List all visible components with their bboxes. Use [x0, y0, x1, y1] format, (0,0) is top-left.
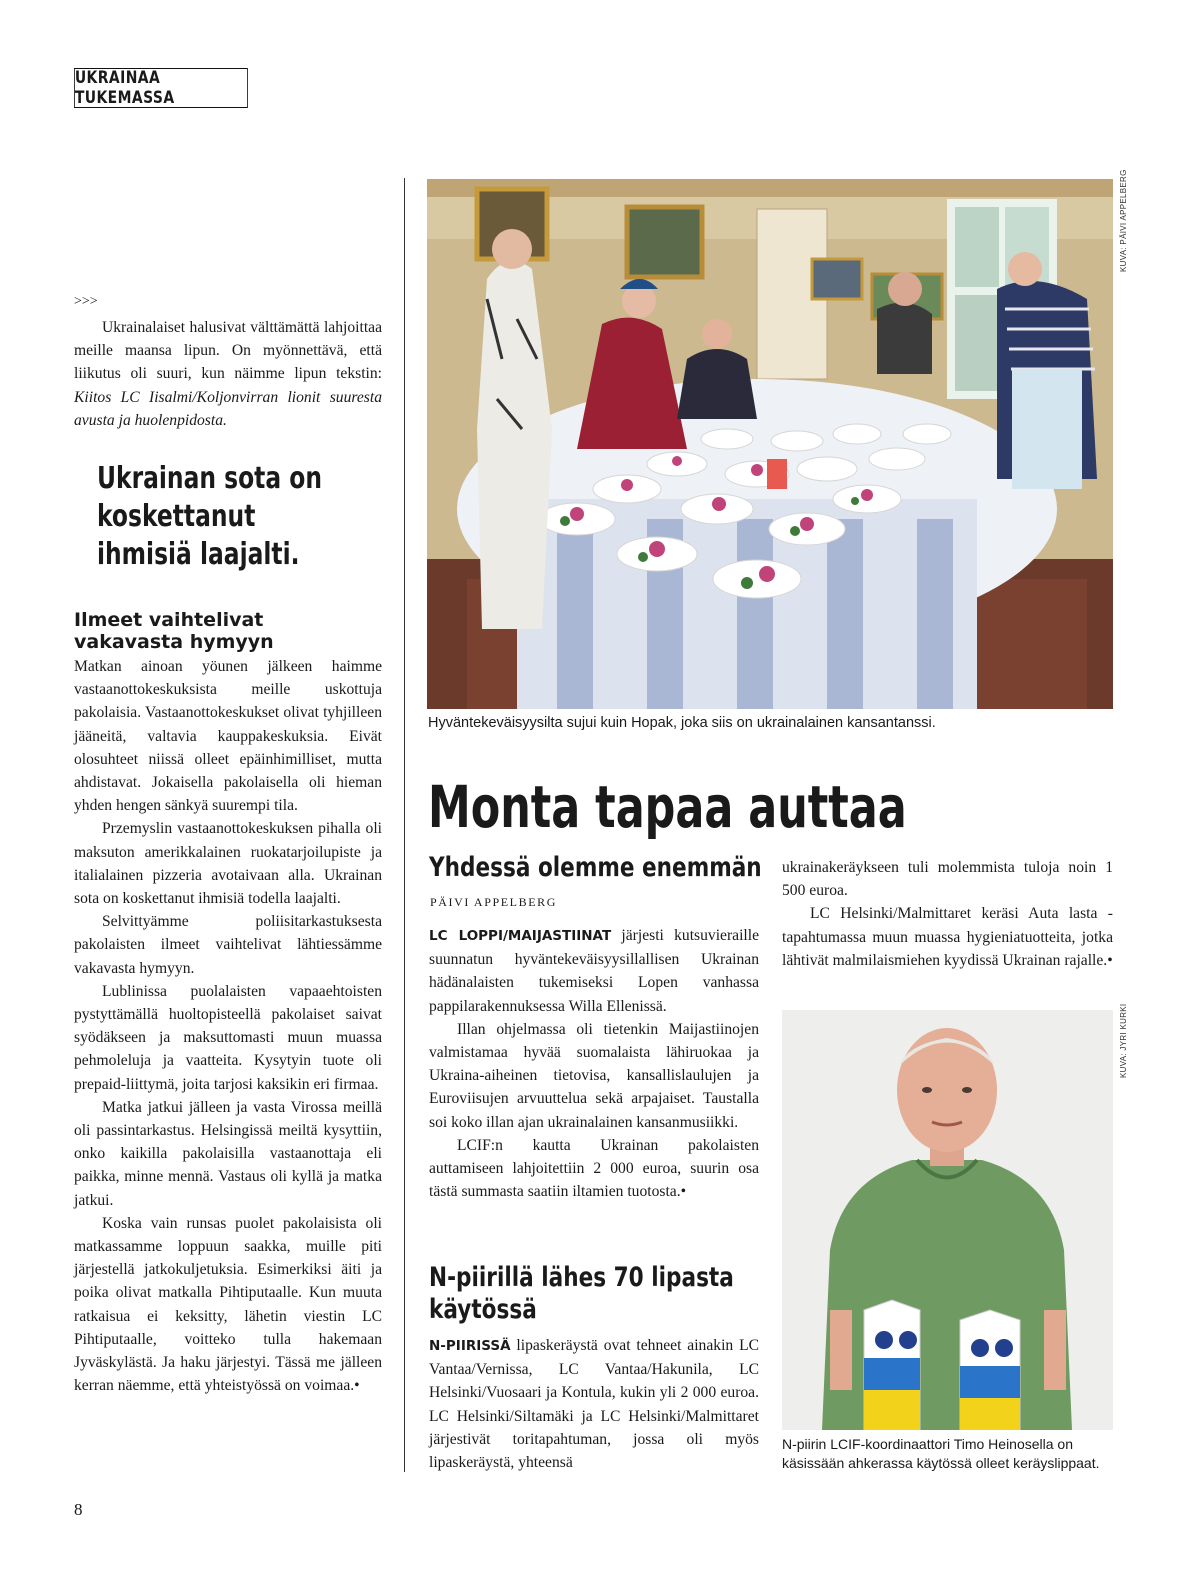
story1-lead: LC LOPPI/MAIJASTIINAT: [429, 928, 612, 944]
collection-box-right-icon: [960, 1310, 1020, 1430]
section-tag: UKRAINAA TUKEMASSA: [74, 68, 248, 108]
story2-paragraph: ukrainakeräykseen tuli molemmista tuloja noin 1 500 euroa.: [782, 859, 1113, 900]
story1-title: Yhdessä olemme enemmän: [429, 852, 762, 883]
story1-paragraph: Illan ohjelmassa oli tietenkin Maijastiinojen valmistamaa hyvää suomalaista lähiruokaa ja Ukraina-aiheinen tietovisa, kansallislaulujen ja Euroviisujen arvuuttelua sekä arpajaiset. Taustalla soi koko illan ajan ukrainalainen kansanmusiikki.: [429, 1020, 759, 1131]
top-photo-caption: Hyväntekeväisyysilta sujui kuin Hopak, joka siis on ukrainalainen kansantanssi.: [428, 715, 936, 731]
left-paragraph: Przemyslin vastaanottokeskuksen pihalla oli maksuton amerikkalainen ruokatarjoilupiste ja italialainen pizzeria avotaivaan alla. Ukrainan sota on koskettanut ihmisiä todella laajalti.: [74, 820, 382, 908]
left-paragraph: Lublinissa puolalaisten vapaaehtoisten pystyttämällä huoltopisteellä pakolaiset saivat syödäkseen ja maksuttomasti muun muassa pehmoleluja ja vaatteita. Kysytyin tuote oli prepaid-liittymä, joita tarjosi kaksikin eri firmaa.: [74, 982, 382, 1093]
left-body: [74, 655, 382, 1398]
story2-title: N-piirillä lähes 70 lipasta käytössä: [429, 1262, 734, 1325]
page-number: 8: [74, 1500, 83, 1519]
story1-byline: PÄIVI APPELBERG: [430, 895, 558, 909]
left-paragraph: Koska vain runsas puolet pakolaisista oli matkassamme loppuun saakka, muille piti järjestellä jatkokuljetuksia. Esimerkiksi äiti ja poika olivat matkalla Pihtiputaalle. Kun muuta ratkaisua ei keksitty, lähetin viestin LC Pihtiputaalle, voitteko tulla hakemaan Jyväskylästä. Ja haku järjestyi. Tässä me jälleen kerran näemme, että yhteistyössä on voimaa.•: [74, 1214, 382, 1395]
portrait-caption: N-piirin LCIF-koordinaattori Timo Heinosella on käsissään ahkerassa käytössä olleet keräyslippaat.: [782, 1436, 1100, 1471]
story1-body: [429, 924, 759, 1203]
portrait-photo: [782, 1010, 1113, 1430]
story2-paragraph: LC Helsinki/Malmittaret keräsi Auta lasta -tapahtumassa muun muassa hygieniatuotteita, jotka lähtivät malmilaismiehen kyydissä Ukrainan rajalle.•: [782, 905, 1113, 969]
portrait-illustration: [782, 1010, 1113, 1430]
continued-marker: >>>: [74, 294, 98, 309]
column-divider: [404, 178, 405, 1472]
intro-text: Ukrainalaiset halusivat välttämättä lahjoittaa meille maansa lipun. On myönnettävä, että liikutus oli suuri, kun näimme lipun tekstin:: [74, 319, 382, 383]
story2-lead: N-PIIRISSÄ: [429, 1338, 511, 1354]
story1-paragraph: järjesti kutsuvieraille suunnatun hyväntekeväisyysillallisen Ukrainan hädänalaisten tukemiseksi Lopen vanhassa pappilarakennuksessa Willa Ellenissä.: [429, 927, 759, 1015]
story2-body: [429, 1334, 759, 1474]
pull-quote: Ukrainan sota on koskettanut ihmisiä laajalti.: [97, 461, 323, 572]
left-subheading: Ilmeet vaihtelivat vakavasta hymyyn: [74, 609, 274, 653]
left-intro: [74, 316, 382, 432]
story2-paragraph: lipaskeräystä ovat tehneet ainakin LC Vantaa/Vernissa, LC Vantaa/Hakunila, LC Helsinki/Vuosaari ja Kontula, kukin yli 2 000 euroa. LC Helsinki/Siltamäki ja LC Helsinki/Malmittaret järjestivät toritapahtuman, jossa oli myös lipaskeräystä, yhteensä: [429, 1337, 759, 1472]
left-paragraph: Matkan ainoan yöunen jälkeen haimme vastaanottokeskuksista meille uskottuja pakolaisia. Vastaanottokeskukset olivat tyhjilleen jääneitä, valtavia kauppakeskuksia. Eivät olosuhteet niissä olleet epäinhimilliset, mutta ahdistavat. Jokaisella pakolaisella oli hieman yhden hengen sänkyä suurempi tila.: [74, 658, 382, 815]
top-photo-credit: KUVA: PÄIVI APPELBERG: [1119, 169, 1128, 272]
dinner-photo: [427, 179, 1113, 709]
dinner-photo-illustration: [427, 179, 1113, 709]
main-headline: Monta tapaa auttaa: [428, 773, 907, 841]
intro-italic: Kiitos LC Iisalmi/Koljonvirran lionit suuresta avusta ja huolenpidosta.: [74, 388, 382, 429]
left-paragraph: Matka jatkui jälleen ja vasta Virossa meillä oli passintarkastus. Helsingissä meiltä kysyttiin, onko kaikilla pakolaisilla vastaanottaja eli paikka, minne mennä. Vastaus oli kyllä ja matka jatkui.: [74, 1098, 382, 1209]
story1-paragraph: LCIF:n kautta Ukrainan pakolaisten auttamiseen lahjoitettiin 2 000 euroa, suurin osa tästä summasta saatiin iltamien tuotosta.•: [429, 1136, 759, 1201]
portrait-credit: KUVA: JYRI KURKI: [1119, 1003, 1128, 1078]
left-paragraph: Selvittyämme poliisitarkastuksesta pakolaisten ilmeet vaihtelivat lähtiessämme vakavasta hymyyn.: [74, 913, 382, 977]
story2-continued: [782, 856, 1113, 972]
collection-box-left-icon: [864, 1300, 920, 1430]
